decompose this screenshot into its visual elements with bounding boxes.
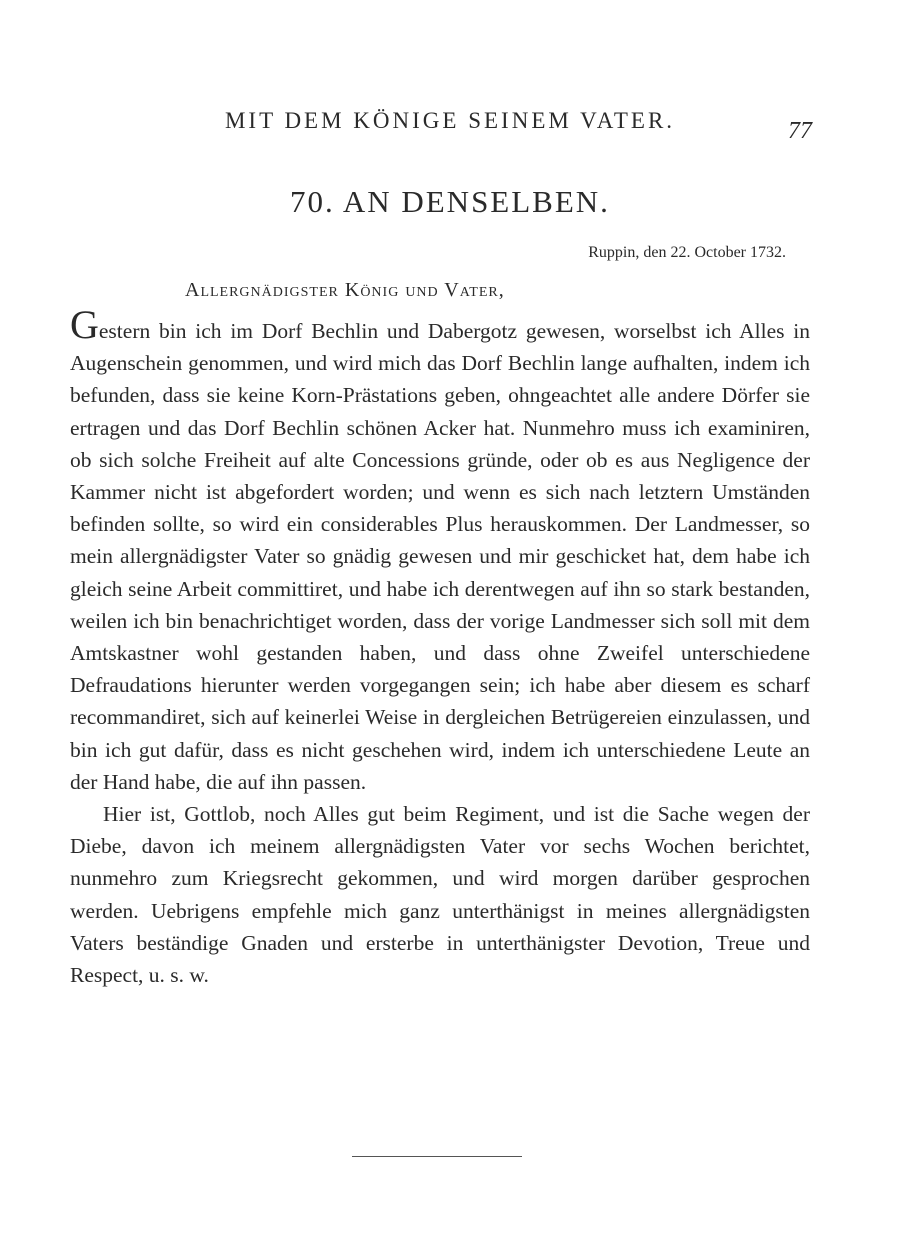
running-head: MIT DEM KÖNIGE SEINEM VATER.: [224, 108, 676, 133]
drop-cap: G: [70, 302, 99, 347]
letter-body: [70, 302, 810, 991]
paragraph: Hier ist, Gottlob, noch Alles gut beim Regiment, und ist die Sache wegen der Diebe, davon ich meinem allergnädigsten Vater vor sechs Wochen berichtet, nunmehro zum Kriegsrecht gekommen, und wird morgen darüber gesprochen werden. Uebrigens empfehle mich ganz unterthänigst in meines allergnädigsten Vaters beständige Gnaden und ersterbe in unterthänigster Devotion, Treue und Respect, u. s. w.: [70, 802, 810, 988]
paragraph-text: estern bin ich im Dorf Bechlin und Dabergotz gewesen, worselbst ich Alles in Augenschein genommen, und wird mich das Dorf Bechlin lange aufhalten, indem ich befunden, dass sie keine Korn-Prästations geben, ohngeachtet alle andere Dörfer sie ertragen und das Dorf Bechlin schönen Acker hat. Nunmehro muss ich examiniren, ob sich solche Freiheit auf alte Concessions gründe, oder ob es aus Negligence der Kammer nicht ist abgefordert worden; und wenn es sich nach letztern Umständen befinden sollte, so wird ein considerables Plus herauskommen. Der Landmesser, so mein allergnädigster Vater so gnädig gewesen und mir geschicket hat, dem habe ich gleich seine Arbeit committiret, und habe ich derentwegen auf ihn so stark bestanden, weilen ich bin benachrichtiget worden, dass der vorige Landmesser sich soll mit dem Amtskastner wohl gestanden haben, und dass ohne Zweifel unterschiedene Defraudations hierunter werden vorgegangen sein; ich habe aber diesem es scharf recommandiret, sich auf keinerlei Weise in dergleichen Betrügereien einzulassen, und bin ich gut dafür, dass es nicht geschehen wird, indem ich unterschiedene Leute an der Hand habe, die auf ihn passen.: [70, 319, 810, 794]
page-number: 77: [788, 118, 812, 144]
salutation: Allergnädigster König und Vater,: [185, 279, 505, 301]
place-date: Ruppin, den 22. October 1732.: [588, 244, 786, 261]
closing-rule: [352, 1156, 522, 1157]
paragraph: [70, 302, 810, 798]
letter-title: 70. AN DENSELBEN.: [290, 184, 610, 219]
